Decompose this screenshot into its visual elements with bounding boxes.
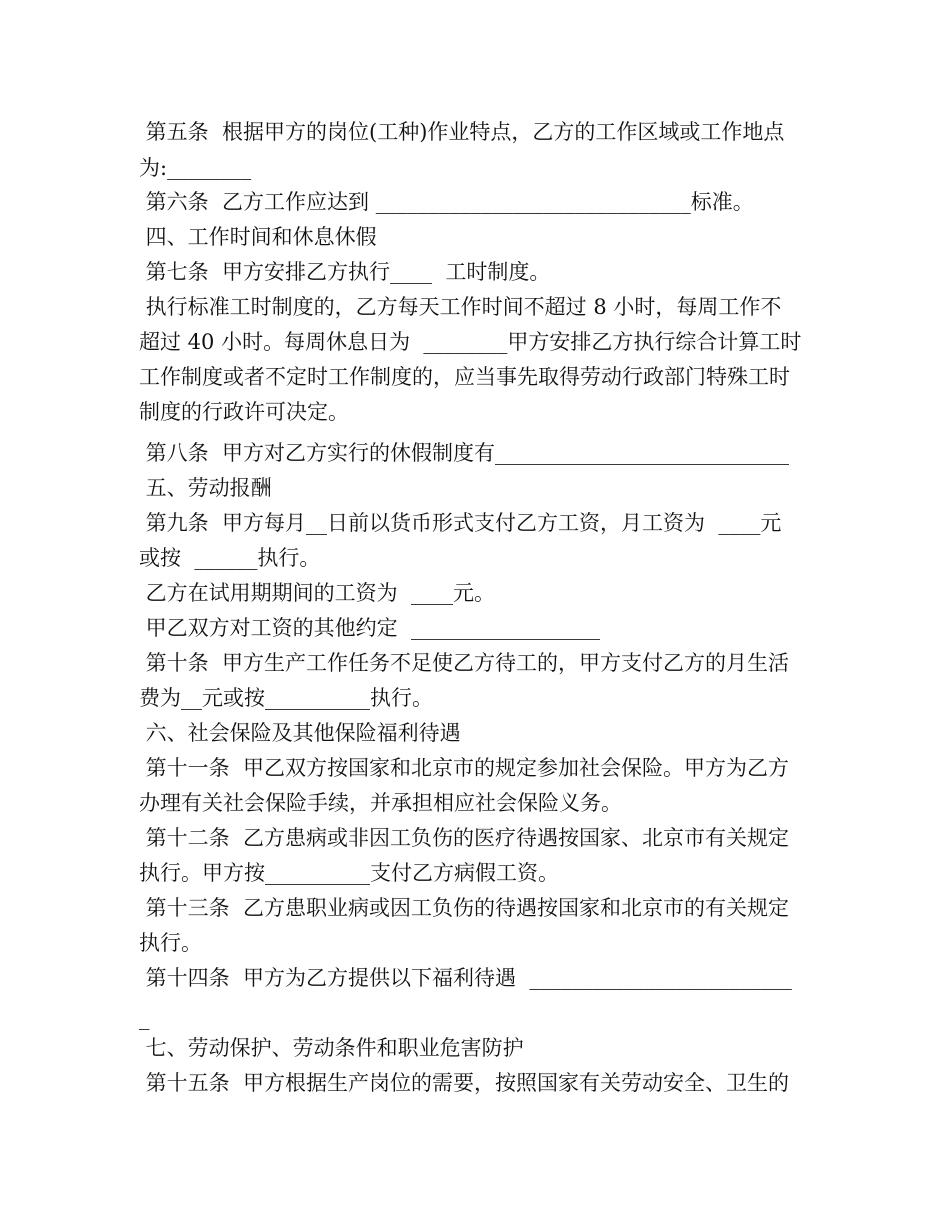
section-heading: 五、劳动报酬 [139, 476, 272, 500]
text-line: 超过 40 小时。每周休息日为 ________甲方安排乙方执行综合计算工时 [139, 330, 802, 354]
text-line: 第六条 乙方工作应达到 ______________________________标准。 [139, 190, 754, 214]
text-line: 或按 ______执行。 [139, 546, 321, 570]
text-line: 为:________ [139, 156, 252, 180]
text-line: 第十四条 甲方为乙方提供以下福利待遇 _________________________ [139, 966, 792, 990]
section-heading: 七、劳动保护、劳动条件和职业危害防护 [139, 1036, 524, 1060]
text-line: 工作制度或者不定时工作制度的，应当事先取得劳动行政部门特殊工时 [139, 365, 790, 389]
text-line: 费为__元或按__________执行。 [139, 686, 433, 710]
text-line: 第十一条 甲乙双方按国家和北京市的规定参加社会保险。甲方为乙方 [139, 756, 790, 780]
text-line: 第五条 根据甲方的岗位(工种)作业特点，乙方的工作区域或工作地点 [139, 120, 785, 144]
text-line: 制度的行政许可决定。 [139, 400, 349, 424]
text-line: 执行标准工时制度的，乙方每天工作时间不超过 8 小时，每周工作不 [139, 295, 782, 319]
text-line: 第十二条 乙方患病或非因工负伤的医疗待遇按国家、北京市有关规定 [139, 826, 790, 850]
text-line: _ [139, 1006, 150, 1030]
text-line: 甲乙双方对工资的其他约定 __________________ [139, 616, 601, 640]
text-line: 乙方在试用期期间的工资为 ____元。 [139, 581, 496, 605]
text-line: 执行。 [139, 931, 202, 955]
section-heading: 四、工作时间和休息休假 [139, 225, 377, 249]
text-line: 第十五条 甲方根据生产岗位的需要，按照国家有关劳动安全、卫生的 [139, 1071, 790, 1095]
text-line: 第七条 甲方安排乙方执行____ 工时制度。 [139, 260, 551, 284]
section-heading: 六、社会保险及其他保险福利待遇 [139, 721, 461, 745]
text-line: 第九条 甲方每月__日前以货币形式支付乙方工资，月工资为 ____元 [139, 511, 782, 535]
text-line: 第十条 甲方生产工作任务不足使乙方待工的，甲方支付乙方的月生活 [139, 651, 790, 675]
text-line: 执行。甲方按__________支付乙方病假工资。 [139, 861, 559, 885]
text-line: 办理有关社会保险手续，并承担相应社会保险义务。 [139, 791, 622, 815]
text-line: 第八条 甲方对乙方实行的休假制度有____________________________ [139, 441, 790, 465]
text-line: 第十三条 乙方患职业病或因工负伤的待遇按国家和北京市的有关规定 [139, 896, 790, 920]
